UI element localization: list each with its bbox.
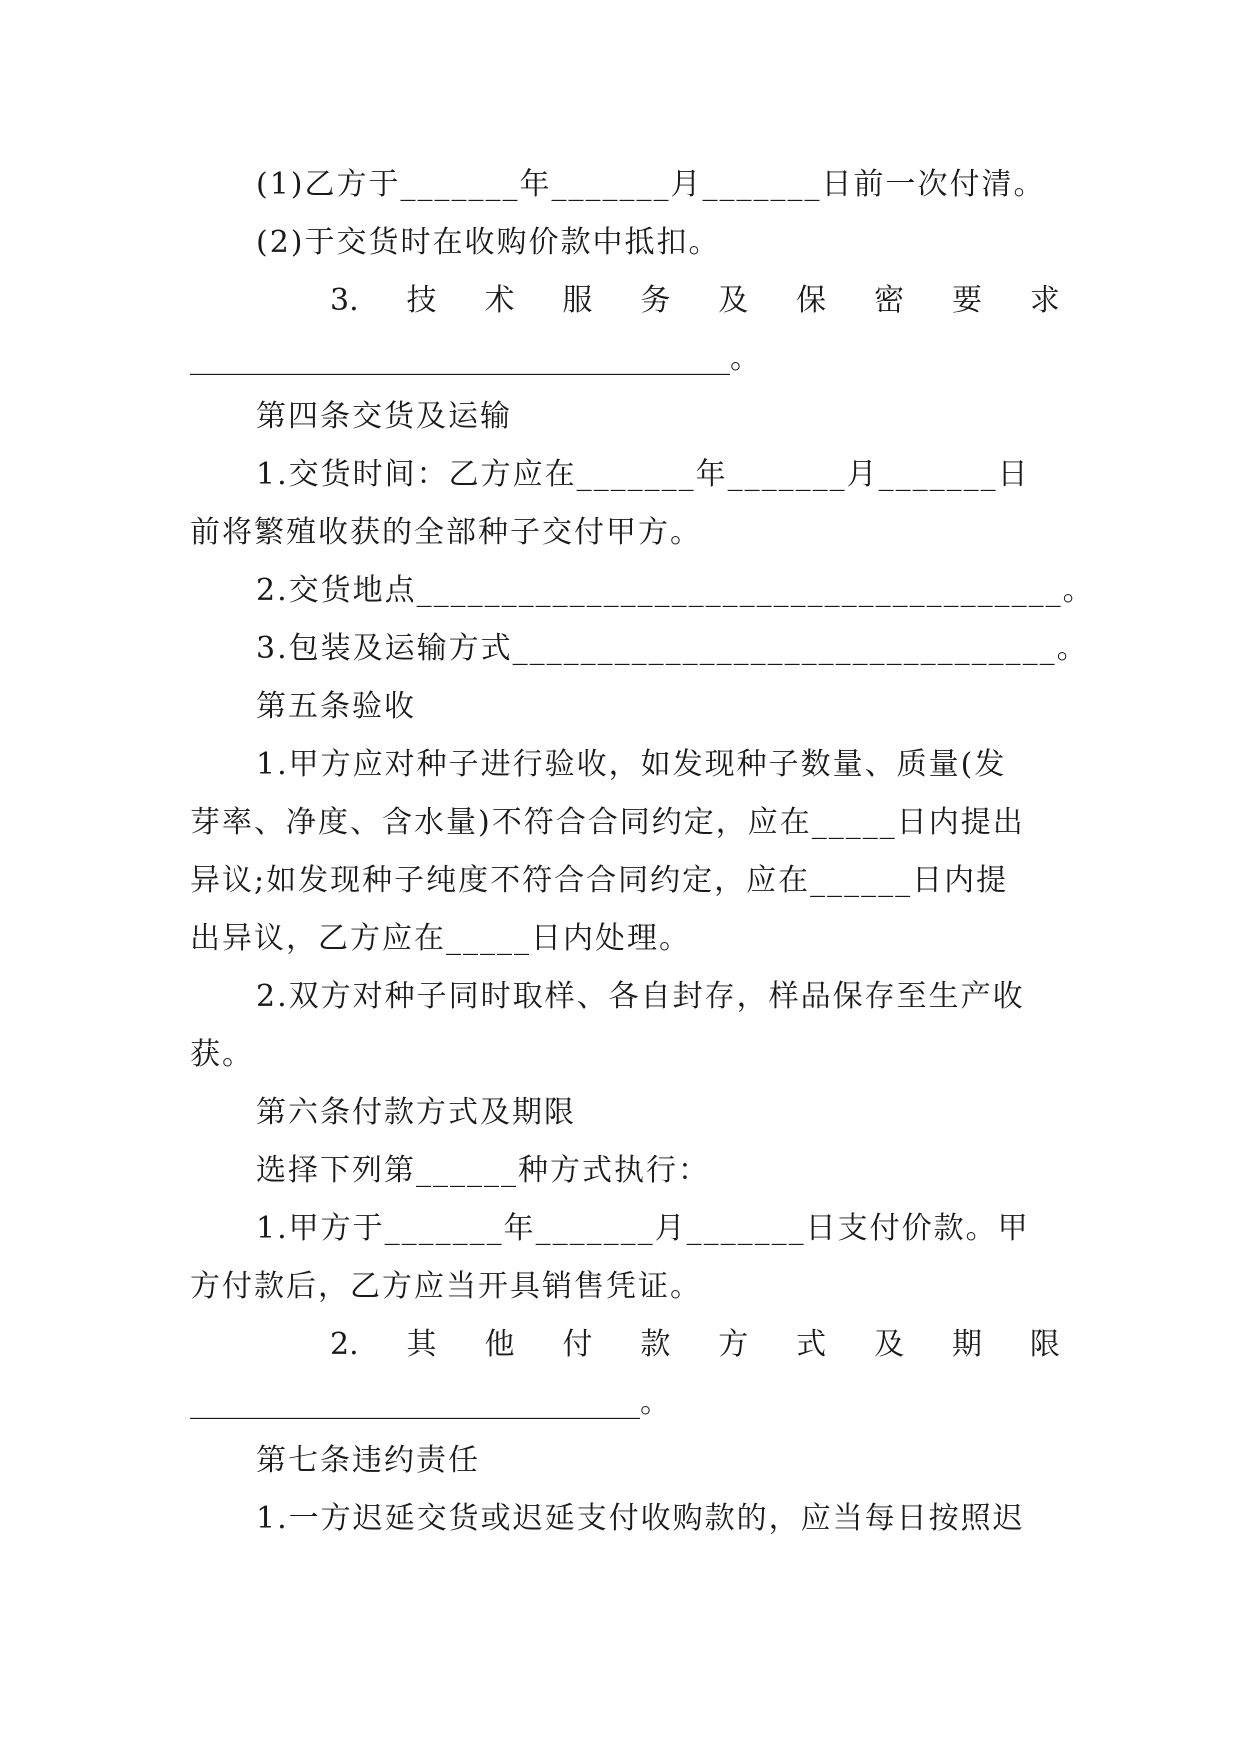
- article-4-heading: 第四条交货及运输: [256, 399, 512, 434]
- article-7-heading: 第七条违约责任: [256, 1443, 480, 1478]
- other-payment-blank: ______________________________。: [190, 1385, 670, 1420]
- spread-char: 他: [484, 1327, 515, 1362]
- article-5-heading: 第五条验收: [256, 689, 416, 724]
- spread-char: 密: [874, 283, 905, 318]
- payment-option-1: (1)乙方于_______年_______月_______日前一次付清。: [256, 167, 1046, 202]
- other-payment-heading: [190, 1316, 1060, 1374]
- inspection-1: 1.甲方应对种子进行验收，如发现种子数量、质量(发: [256, 747, 1007, 782]
- packaging-transport: 3.包装及运输方式________________________________。: [256, 631, 1089, 666]
- article-6-heading: 第六条付款方式及期限: [256, 1095, 576, 1130]
- spread-char: 求: [1029, 283, 1060, 318]
- delivery-time: 1.交货时间：乙方应在_______年_______月_______日: [256, 457, 1030, 492]
- payment-choice: 选择下列第______种方式执行：: [256, 1153, 710, 1188]
- spread-char: 术: [484, 283, 515, 318]
- inspection-1-cont-a: 芽率、净度、含水量)不符合合同约定，应在_____日内提出: [190, 805, 1025, 840]
- payment-option-2: (2)于交货时在收购价款中抵扣。: [256, 225, 721, 260]
- inspection-2-cont: 获。: [190, 1037, 254, 1072]
- spread-char: 其: [406, 1327, 437, 1362]
- inspection-1-cont-b: 异议;如发现种子纯度不符合合同约定，应在______日内提: [190, 863, 1009, 898]
- spread-char: 技: [406, 283, 437, 318]
- spread-char: 服: [562, 283, 593, 318]
- spread-char: 期: [952, 1327, 982, 1362]
- spread-char: 及: [874, 1327, 905, 1362]
- delivery-time-cont: 前将繁殖收获的全部种子交付甲方。: [190, 515, 702, 550]
- spread-char: 款: [640, 1327, 671, 1362]
- tech-service-heading: [190, 272, 1060, 330]
- tech-service-blank: ____________________________________。: [190, 341, 760, 376]
- spread-char: 限: [1029, 1327, 1060, 1362]
- delivery-place: 2.交货地点______________________________________。: [256, 573, 1095, 608]
- spread-char: 3.: [330, 283, 359, 318]
- inspection-1-cont-c: 出异议，乙方应在_____日内处理。: [190, 921, 691, 956]
- spread-char: 保: [796, 283, 827, 318]
- spread-char: 要: [952, 283, 982, 318]
- spread-char: 务: [640, 283, 671, 318]
- spread-char: 付: [562, 1327, 593, 1362]
- spread-char: 及: [718, 283, 749, 318]
- breach-1: 1.一方迟延交货或迟延支付收购款的，应当每日按照迟: [256, 1501, 1025, 1536]
- spread-char: 方: [718, 1327, 749, 1362]
- payment-method-1: 1.甲方于_______年_______月_______日支付价款。甲: [256, 1211, 1030, 1246]
- payment-method-1-cont: 方付款后，乙方应当开具销售凭证。: [190, 1269, 702, 1304]
- inspection-2: 2.双方对种子同时取样、各自封存，样品保存至生产收: [256, 979, 1025, 1014]
- spread-char: 式: [796, 1327, 827, 1362]
- spread-char: 2.: [330, 1327, 359, 1362]
